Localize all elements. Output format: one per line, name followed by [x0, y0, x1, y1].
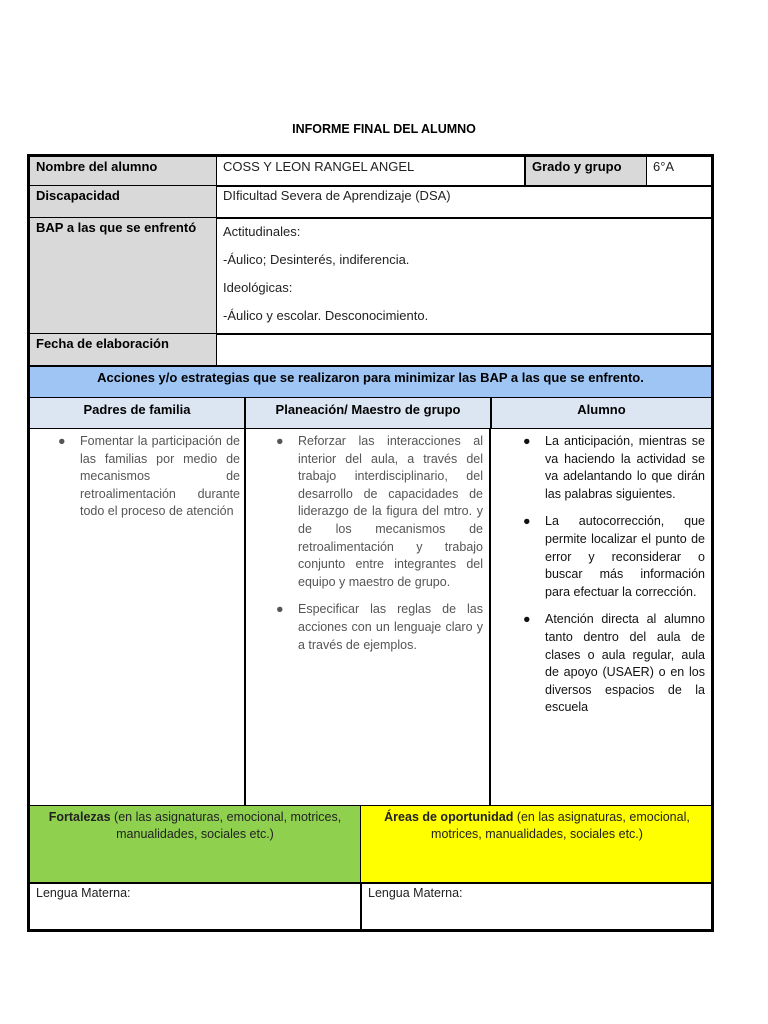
col-header-student-cell — [490, 397, 714, 429]
mother-tongue-left: Lengua Materna: — [36, 886, 131, 900]
col-header-teacher: Planeación/ Maestro de grupo — [275, 402, 461, 417]
mother-tongue-right-cell — [360, 882, 714, 932]
document-title: INFORME FINAL DEL ALUMNO — [292, 122, 476, 136]
parents-list — [54, 433, 240, 521]
disability-label-cell — [27, 185, 217, 219]
bullet-icon: ● — [523, 612, 531, 627]
strengths-text: (en las asignaturas, emocional, motrices, manualidades, sociales etc.) — [110, 810, 342, 841]
col-header-teacher-cell — [244, 397, 491, 429]
list-item — [519, 433, 705, 503]
strengths-cell — [27, 805, 361, 884]
bap-label: BAP a las que se enfrentó — [36, 220, 197, 235]
grade-group-label: Grado y grupo — [532, 159, 622, 174]
bap-line: Actitudinales: — [223, 224, 301, 239]
col-body-student — [490, 428, 714, 807]
student-name-label-cell — [27, 154, 217, 187]
bullet-icon: ● — [276, 602, 284, 617]
list-item-text: Fomentar la participación de las familias por medio de mecanismos de retroalimentación durante todo el proceso de atención — [80, 434, 240, 519]
bullet-icon: ● — [523, 434, 531, 448]
col-header-parents: Padres de familia — [83, 402, 191, 417]
date-label: Fecha de elaboración — [36, 336, 169, 351]
bap-line: -Áulico y escolar. Desconocimiento. — [223, 308, 429, 323]
col-header-student: Alumno — [577, 402, 626, 417]
bullet-icon: ● — [523, 514, 531, 529]
grade-group-value: 6°A — [653, 159, 675, 174]
list-item — [519, 611, 705, 717]
grade-group-label-cell — [524, 154, 647, 187]
list-item — [272, 601, 483, 654]
col-body-parents — [27, 428, 245, 807]
bap-line: Ideológicas: — [223, 280, 293, 295]
list-item-text: Reforzar las interacciones al interior del aula, a través del trabajo interdisciplinario, del desarrollo de capacidades de liderazgo de la figura del mtro. y de los mecanismos de retroalimentación y trabajo conjunto entre integrantes del equipo y maestro de grupo. — [298, 434, 483, 589]
teacher-list — [272, 433, 483, 654]
disability-label: Discapacidad — [36, 188, 120, 203]
actions-header-cell — [27, 366, 714, 398]
bullet-icon: ● — [276, 434, 284, 448]
opportunities-text: (en las asignaturas, emocional, motrices, manualidades, sociales etc.) — [431, 810, 690, 841]
bap-value-cell — [216, 217, 714, 335]
disability-value: DIficultad Severa de Aprendizaje (DSA) — [223, 188, 451, 203]
list-item — [519, 513, 705, 601]
student-name-value-cell — [216, 154, 525, 187]
list-item-text: Atención directa al alumno tanto dentro del aula de clases o aula regular, aula de apoyo (USAER) o en los diversos espacios de la escuela — [545, 612, 705, 715]
col-body-teacher — [244, 428, 491, 807]
list-item — [272, 433, 483, 591]
student-list — [519, 433, 705, 717]
bap-lines — [217, 218, 711, 330]
date-value — [217, 334, 711, 336]
grade-group-value-cell — [646, 154, 714, 187]
mother-tongue-left-cell — [27, 882, 361, 932]
opportunities-title: Áreas de oportunidad — [384, 810, 514, 824]
list-item — [54, 433, 240, 521]
student-name-value: COSS Y LEON RANGEL ANGEL — [223, 159, 415, 174]
actions-header: Acciones y/o estrategias que se realizaron para minimizar las BAP a las que se enfrento. — [97, 370, 644, 385]
list-item-text: La autocorrección, que permite localizar el punto de error y reconsiderar o buscar más información para efectuar la corrección. — [545, 514, 705, 599]
list-item-text: La anticipación, mientras se va haciendo la actividad se va adelantando lo que dirán las palabras siguientes. — [545, 434, 705, 501]
col-header-parents-cell — [27, 397, 245, 429]
bullet-icon: ● — [58, 434, 66, 448]
date-value-cell — [216, 333, 714, 367]
strengths-title: Fortalezas — [48, 810, 111, 824]
student-name-label: Nombre del alumno — [36, 159, 158, 174]
list-item-text: Especificar las reglas de las acciones con un lenguaje claro y a través de ejemplos. — [298, 602, 483, 652]
opportunities-cell — [360, 805, 714, 884]
disability-value-cell — [216, 185, 714, 219]
bap-line: -Áulico; Desinterés, indiferencia. — [223, 252, 410, 267]
bap-label-cell — [27, 217, 217, 335]
date-label-cell — [27, 333, 217, 367]
mother-tongue-right: Lengua Materna: — [368, 886, 463, 900]
